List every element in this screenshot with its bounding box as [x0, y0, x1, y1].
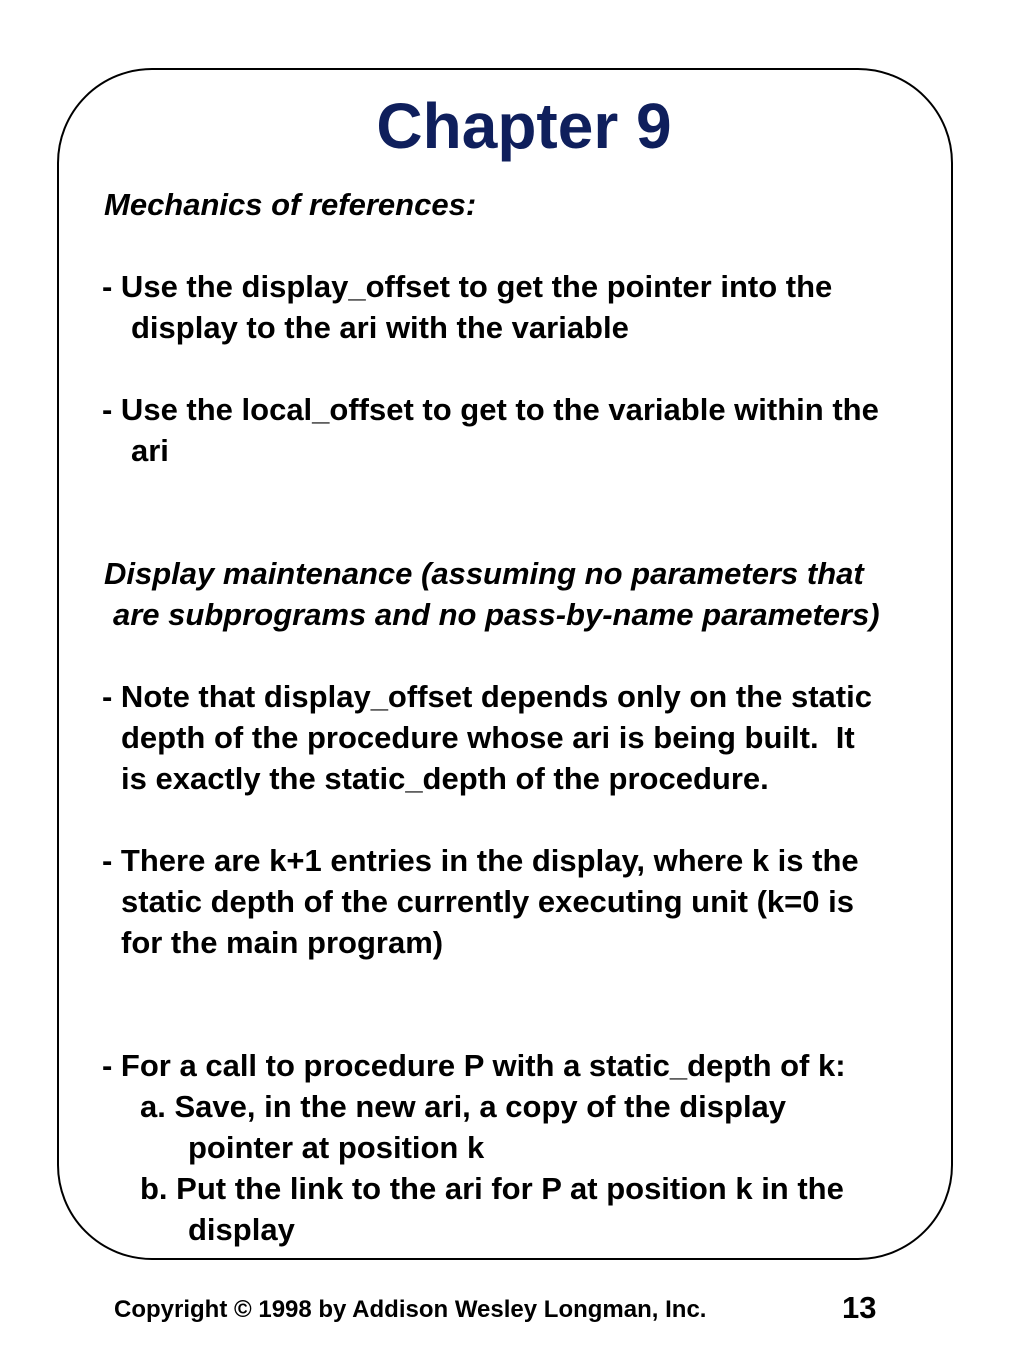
- copyright-notice: Copyright © 1998 by Addison Wesley Longman, Inc.: [114, 1296, 707, 1323]
- mechanics-bullet-2-line-1: - Use the local_offset to get to the variable within the: [102, 392, 879, 427]
- mechanics-heading: Mechanics of references:: [104, 187, 477, 222]
- call-step-b-line-2: display: [188, 1212, 295, 1247]
- page-number: 13: [842, 1290, 877, 1325]
- entries-line-2: static depth of the currently executing unit (k=0 is: [121, 884, 854, 919]
- mechanics-bullet-1-line-2: display to the ari with the variable: [131, 310, 629, 345]
- mechanics-bullet-1-line-1: - Use the display_offset to get the pointer into the: [102, 269, 833, 304]
- call-step-b-line-1: b. Put the link to the ari for P at position k in the: [140, 1171, 844, 1206]
- slide-title: Chapter 9: [376, 90, 672, 162]
- call-line-1: - For a call to procedure P with a static_depth of k:: [102, 1048, 846, 1083]
- entries-line-3: for the main program): [121, 925, 444, 960]
- maintenance-heading-line-2: are subprograms and no pass-by-name parameters): [113, 597, 880, 632]
- call-step-a-line-1: a. Save, in the new ari, a copy of the display: [140, 1089, 787, 1124]
- note-line-3: is exactly the static_depth of the procedure.: [121, 761, 769, 796]
- entries-line-1: - There are k+1 entries in the display, where k is the: [102, 843, 859, 878]
- maintenance-heading-line-1: Display maintenance (assuming no parameters that: [104, 556, 864, 591]
- note-line-1: - Note that display_offset depends only on the static: [102, 679, 872, 714]
- call-step-a-line-2: pointer at position k: [188, 1130, 485, 1165]
- mechanics-bullet-2-line-2: ari: [131, 433, 169, 468]
- note-line-2: depth of the procedure whose ari is being built. It: [121, 720, 855, 755]
